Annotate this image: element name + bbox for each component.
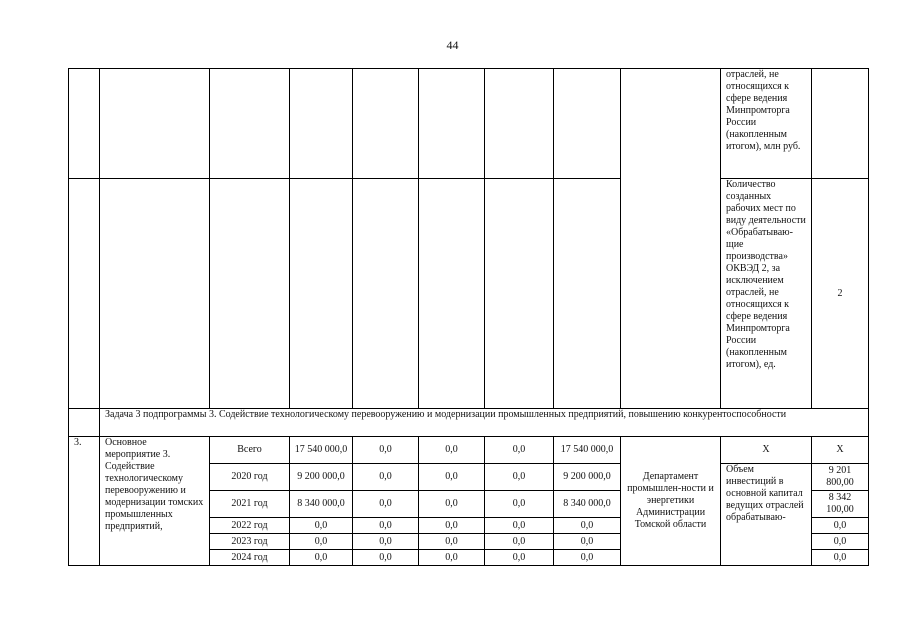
value-cell: 0,0 xyxy=(353,534,419,550)
value-cell: 0,0 xyxy=(485,550,554,566)
value-cell: 0,0 xyxy=(419,518,485,534)
value-cell: 0,0 xyxy=(419,491,485,518)
value-cell: 17 540 000,0 xyxy=(554,437,621,464)
page-number: 44 xyxy=(446,38,459,52)
period-cell: Всего xyxy=(210,437,290,464)
indicator-value: 0,0 xyxy=(812,550,869,566)
value-cell: 0,0 xyxy=(485,518,554,534)
table-cell xyxy=(69,69,100,179)
value-cell: 8 340 000,0 xyxy=(554,491,621,518)
value-cell: 0,0 xyxy=(485,464,554,491)
value-cell: 0,0 xyxy=(485,491,554,518)
table-cell xyxy=(554,69,621,179)
indicator-cell: Количество созданных рабочих мест по виду деятельности «Обрабатываю-щие производства» ОКВЭД 2, за исключением отраслей, не относящихся к сфере ведения Минпромторга России (накопленным итогом), ед. xyxy=(721,179,812,409)
table-row xyxy=(69,437,869,464)
table-cell xyxy=(100,69,210,179)
value-cell: 0,0 xyxy=(554,518,621,534)
value-cell: 0,0 xyxy=(485,534,554,550)
indicator-cell: Объем инвестиций в основной капитал ведущих отраслей обрабатываю- xyxy=(721,464,812,566)
value-cell: 0,0 xyxy=(554,550,621,566)
indicator-header: Х xyxy=(721,437,812,464)
table-cell xyxy=(290,179,353,409)
indicator-value: 8 342 100,00 xyxy=(812,491,869,518)
period-cell: 2020 год xyxy=(210,464,290,491)
table-cell xyxy=(353,69,419,179)
value-cell: 0,0 xyxy=(419,464,485,491)
indicator-value: 0,0 xyxy=(812,534,869,550)
indicator-cell: отраслей, не относящихся к сфере ведения Минпромторга России (накопленным итогом), млн руб. xyxy=(721,69,812,179)
value-cell: 0,0 xyxy=(419,534,485,550)
period-cell: 2024 год xyxy=(210,550,290,566)
value-cell: 0,0 xyxy=(353,550,419,566)
period-cell: 2022 год xyxy=(210,518,290,534)
table-row xyxy=(69,179,869,409)
table-cell xyxy=(621,69,721,409)
total-cell: 0,0 xyxy=(290,550,353,566)
value-cell: 0,0 xyxy=(353,491,419,518)
total-cell: 9 200 000,0 xyxy=(290,464,353,491)
total-cell: 0,0 xyxy=(290,518,353,534)
indicator-value: 2 xyxy=(812,179,869,409)
indicator-value: 0,0 xyxy=(812,518,869,534)
value-cell: 0,0 xyxy=(419,437,485,464)
task-title: Задача 3 подпрограммы 3. Содействие технологическому перевооружению и модернизации промышленных предприятий, повышению конкурентоспособности xyxy=(100,409,869,437)
table-cell xyxy=(419,179,485,409)
table-cell xyxy=(554,179,621,409)
table-cell xyxy=(210,179,290,409)
table-cell xyxy=(419,69,485,179)
value-cell: 0,0 xyxy=(353,518,419,534)
table-cell xyxy=(485,69,554,179)
total-cell: 8 340 000,0 xyxy=(290,491,353,518)
value-cell: 0,0 xyxy=(419,550,485,566)
table-cell xyxy=(210,69,290,179)
task-row xyxy=(69,409,869,437)
table-cell xyxy=(290,69,353,179)
table-cell xyxy=(100,179,210,409)
program-table xyxy=(68,68,869,566)
table-cell xyxy=(485,179,554,409)
activity-number: 3. xyxy=(69,437,100,566)
table-cell xyxy=(353,179,419,409)
activity-name: Основное мероприятие 3. Содействие технологическому перевооружению и модернизации томских промышленных предприятий, xyxy=(100,437,210,566)
value-cell: 0,0 xyxy=(485,437,554,464)
value-cell: 0,0 xyxy=(554,534,621,550)
total-cell: 0,0 xyxy=(290,534,353,550)
indicator-value: 9 201 800,00 xyxy=(812,464,869,491)
period-cell: 2021 год xyxy=(210,491,290,518)
executor-cell: Департамент промышлен-ности и энергетики Администрации Томской области xyxy=(621,437,721,566)
table-cell xyxy=(69,179,100,409)
table-cell xyxy=(69,409,100,437)
value-cell: 9 200 000,0 xyxy=(554,464,621,491)
period-cell: 2023 год xyxy=(210,534,290,550)
value-cell: 0,0 xyxy=(353,464,419,491)
indicator-header-value: Х xyxy=(812,437,869,464)
table-cell xyxy=(812,69,869,179)
table-row xyxy=(69,69,869,179)
value-cell: 0,0 xyxy=(353,437,419,464)
total-cell: 17 540 000,0 xyxy=(290,437,353,464)
